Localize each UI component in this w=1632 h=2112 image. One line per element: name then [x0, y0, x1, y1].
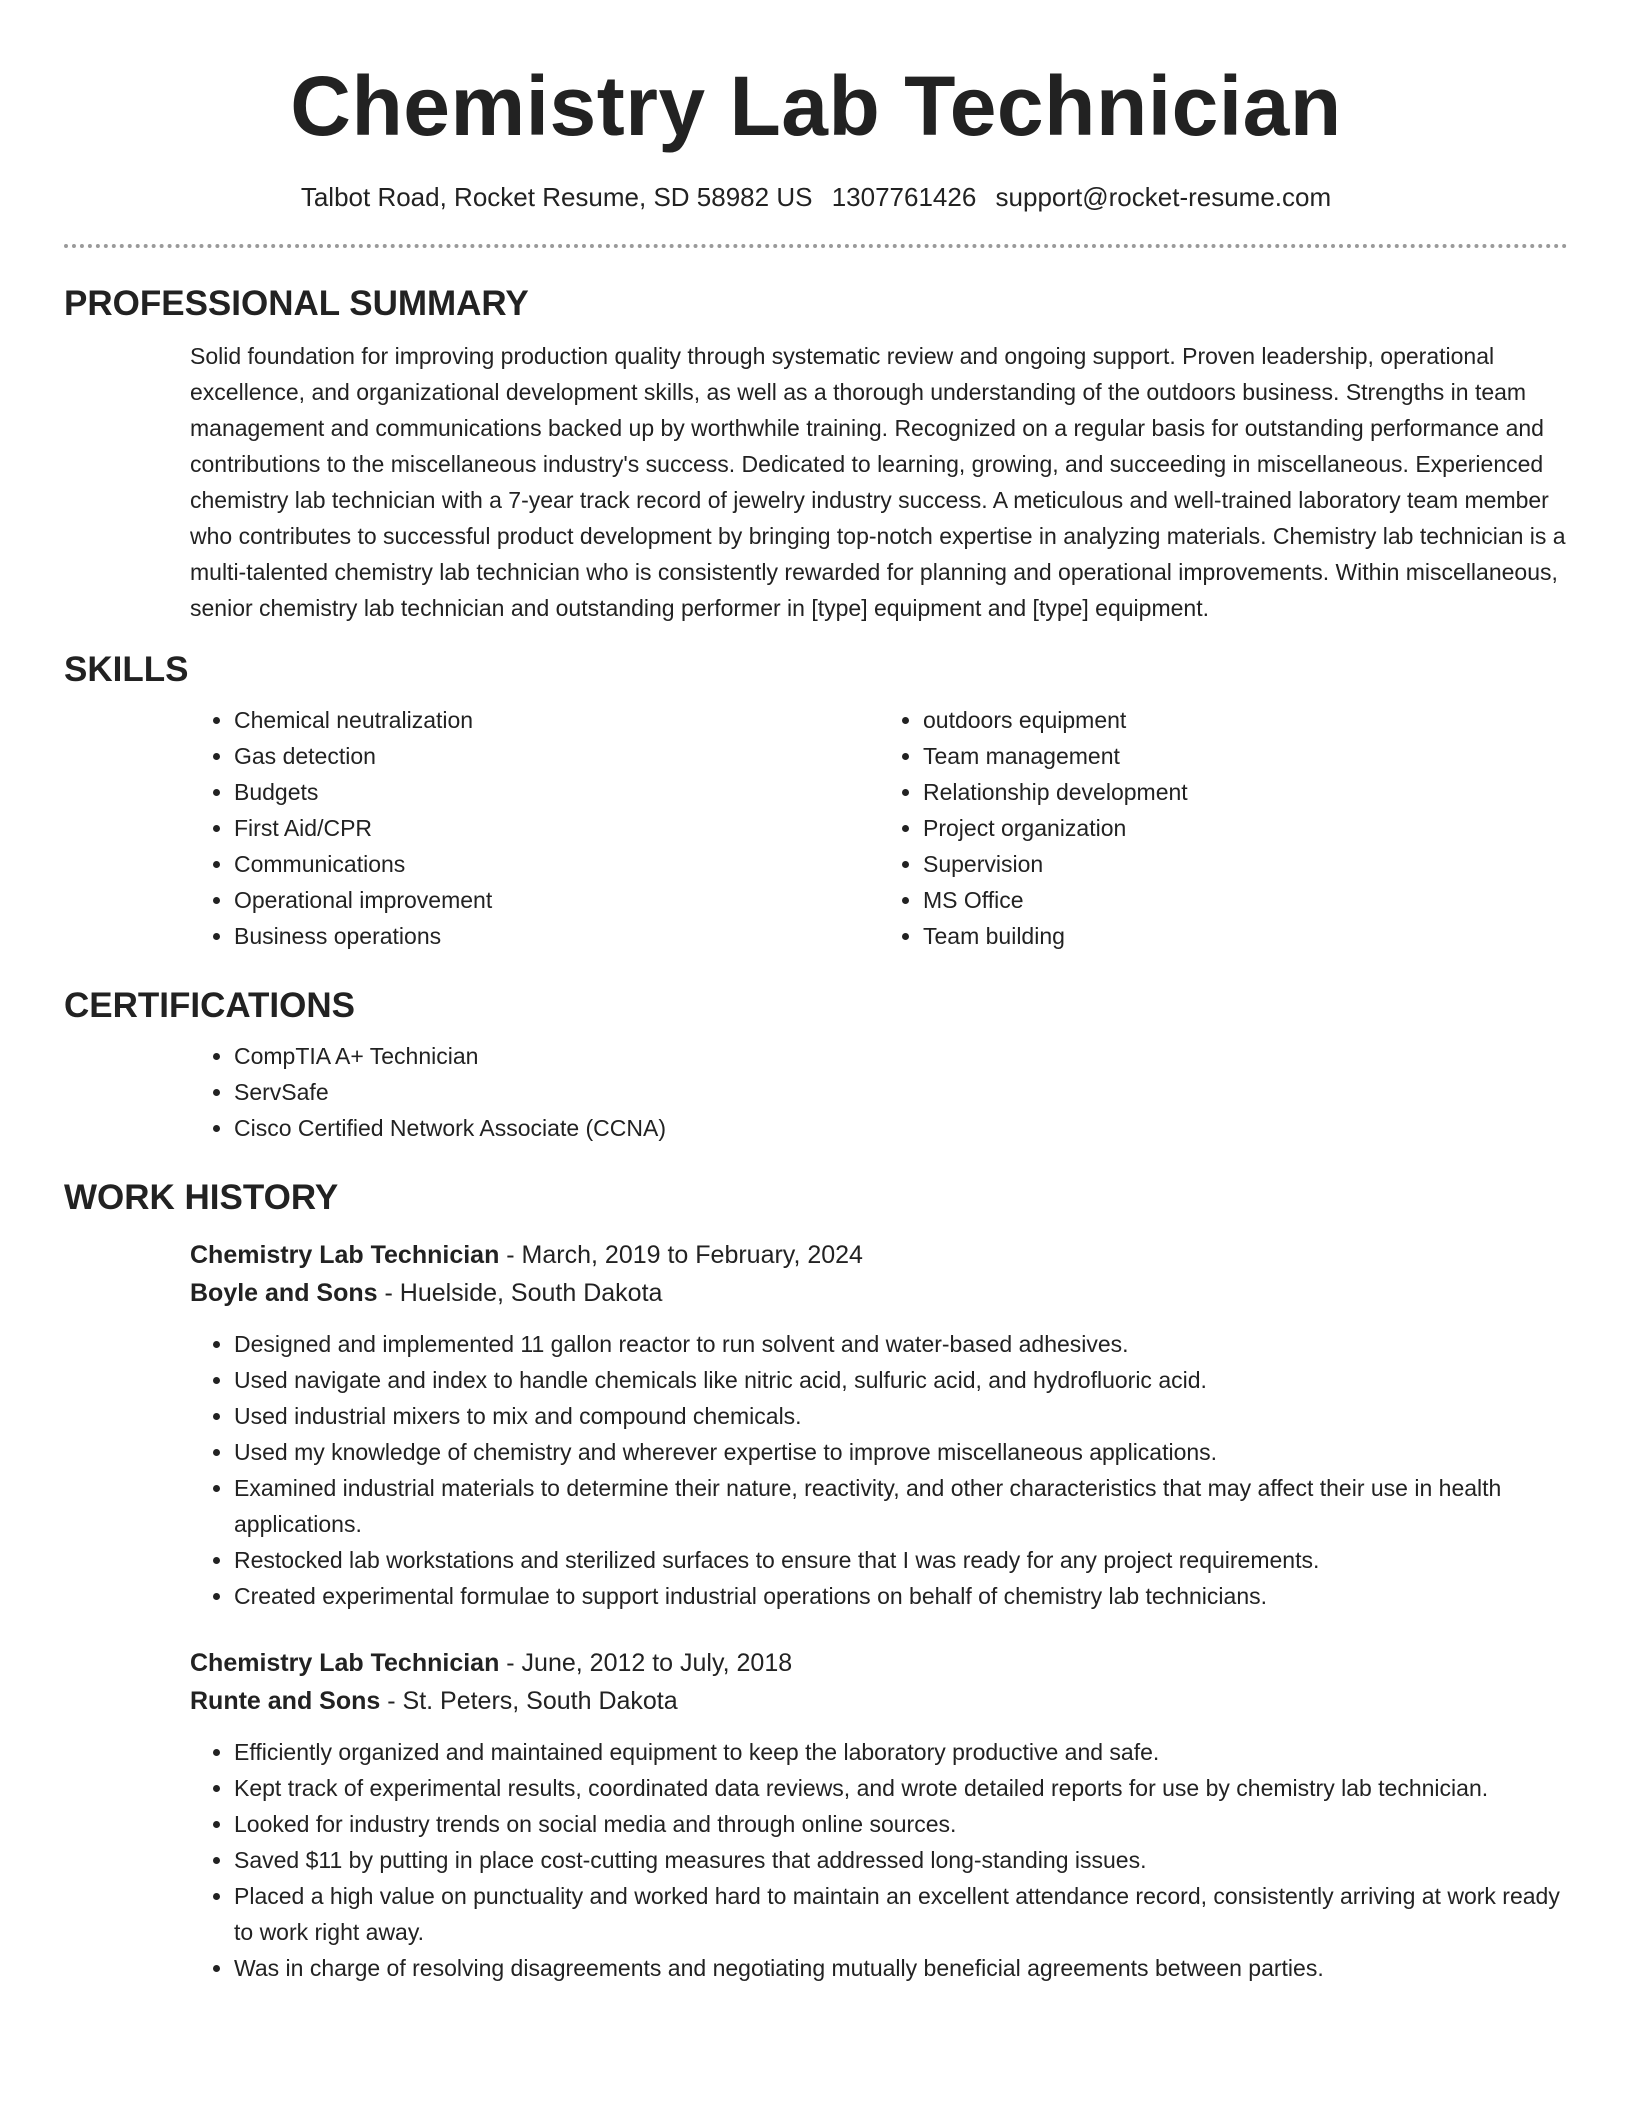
- job-company: Runte and Sons: [190, 1687, 381, 1715]
- skill-item: • outdoors equipment: [923, 702, 1568, 738]
- job-title-line: [190, 1644, 1568, 1682]
- resume-page: [64, 0, 1568, 1986]
- skill-item: • Project organization: [923, 810, 1568, 846]
- job-location: - Huelside, South Dakota: [377, 1279, 663, 1307]
- skill-item: • Operational improvement: [234, 882, 879, 918]
- job-bullet: • Restocked lab workstations and sterilized surfaces to ensure that I was ready for any project requirements.: [234, 1542, 1568, 1578]
- job-entry: [190, 1644, 1568, 1986]
- job-bullet-list: [190, 1326, 1568, 1614]
- skills-heading: SKILLS: [64, 650, 189, 689]
- job-bullet: • Was in charge of resolving disagreements and negotiating mutually beneficial agreements between parties.: [234, 1950, 1568, 1986]
- skill-item: • MS Office: [923, 882, 1568, 918]
- job-company-line: [190, 1682, 1568, 1720]
- job-bullet: • Saved $11 by putting in place cost-cutting measures that addressed long-standing issues.: [234, 1842, 1568, 1878]
- contact-email[interactable]: support@rocket-resume.com: [995, 182, 1332, 212]
- certifications-heading: CERTIFICATIONS: [64, 986, 356, 1025]
- job-company-line: [190, 1274, 1568, 1312]
- certification-item: • ServSafe: [234, 1074, 1568, 1110]
- skill-item: • Supervision: [923, 846, 1568, 882]
- job-bullet: • Kept track of experimental results, coordinated data reviews, and wrote detailed reports for use by chemistry lab technician.: [234, 1770, 1568, 1806]
- job-dates: - March, 2019 to February, 2024: [499, 1241, 863, 1269]
- skill-item: • Gas detection: [234, 738, 879, 774]
- job-bullet: • Placed a high value on punctuality and worked hard to maintain an excellent attendance record, consistently arriving at work ready to work right away.: [234, 1878, 1568, 1950]
- job-title: Chemistry Lab Technician: [190, 1649, 500, 1677]
- skill-item: • Team building: [923, 918, 1568, 954]
- job-bullet: • Looked for industry trends on social media and through online sources.: [234, 1806, 1568, 1842]
- job-title: Chemistry Lab Technician: [190, 1241, 500, 1269]
- certification-item: • Cisco Certified Network Associate (CCNA): [234, 1110, 1568, 1146]
- job-bullet: • Created experimental formulae to support industrial operations on behalf of chemistry lab technicians.: [234, 1578, 1568, 1614]
- contact-phone: 1307761426: [831, 182, 977, 212]
- skills-columns: [190, 702, 1568, 954]
- certifications-block: [190, 1038, 1568, 1146]
- job-bullet: • Used industrial mixers to mix and compound chemicals.: [234, 1398, 1568, 1434]
- skills-list-right: [879, 702, 1568, 954]
- job-bullet-list: [190, 1734, 1568, 1986]
- skills-section: [64, 648, 1568, 954]
- certifications-list: [190, 1038, 1568, 1146]
- work-history-section: [64, 1176, 1568, 1986]
- job-bullet: • Efficiently organized and maintained equipment to keep the laboratory productive and safe.: [234, 1734, 1568, 1770]
- header-divider: [64, 244, 1568, 248]
- resume-title: Chemistry Lab Technician: [290, 59, 1342, 153]
- skill-item: • Business operations: [234, 918, 879, 954]
- skills-list-left: [190, 702, 879, 954]
- job-bullet: • Examined industrial materials to determine their nature, reactivity, and other characteristics that may affect their use in health applications.: [234, 1470, 1568, 1542]
- skill-item: • Budgets: [234, 774, 879, 810]
- skill-item: • Relationship development: [923, 774, 1568, 810]
- job-location: - St. Peters, South Dakota: [380, 1687, 678, 1715]
- work-history-heading: WORK HISTORY: [64, 1178, 339, 1217]
- certifications-section: [64, 984, 1568, 1146]
- contact-address: Talbot Road, Rocket Resume, SD 58982 US: [300, 182, 813, 212]
- job-company: Boyle and Sons: [190, 1279, 378, 1307]
- job-bullet: • Used navigate and index to handle chemicals like nitric acid, sulfuric acid, and hydrofluoric acid.: [234, 1362, 1568, 1398]
- job-entry: [190, 1236, 1568, 1614]
- summary-text: Solid foundation for improving production quality through systematic review and ongoing support. Proven leadership, operational excellence, and organizational development skills, as well as a thorough understanding of the outdoors business. Strengths in team management and communications backed up by worthwhile training. Recognized on a regular basis for outstanding performance and contributions to the miscellaneous industry's success. Dedicated to learning, growing, and succeeding in miscellaneous. Experienced chemistry lab technician with a 7-year track record of jewelry industry success. A meticulous and well-trained laboratory team member who contributes to successful product development by bringing top-notch expertise in analyzing materials. Chemistry lab technician is a multi-talented chemistry lab technician who is consistently rewarded for planning and operational improvements. Within miscellaneous, senior chemistry lab technician and outstanding performer in [type] equipment and [type] equipment.: [190, 343, 1566, 621]
- summary-section: [64, 282, 1568, 626]
- job-title-line: [190, 1236, 1568, 1274]
- summary-heading: PROFESSIONAL SUMMARY: [64, 284, 529, 323]
- skill-item: • Chemical neutralization: [234, 702, 879, 738]
- job-bullet: • Used my knowledge of chemistry and wherever expertise to improve miscellaneous applications.: [234, 1434, 1568, 1470]
- job-bullet: • Designed and implemented 11 gallon reactor to run solvent and water-based adhesives.: [234, 1326, 1568, 1362]
- certification-item: • CompTIA A+ Technician: [234, 1038, 1568, 1074]
- job-dates: - June, 2012 to July, 2018: [499, 1649, 793, 1677]
- skill-item: • First Aid/CPR: [234, 810, 879, 846]
- skill-item: • Team management: [923, 738, 1568, 774]
- contact-line: [64, 180, 1568, 214]
- skill-item: • Communications: [234, 846, 879, 882]
